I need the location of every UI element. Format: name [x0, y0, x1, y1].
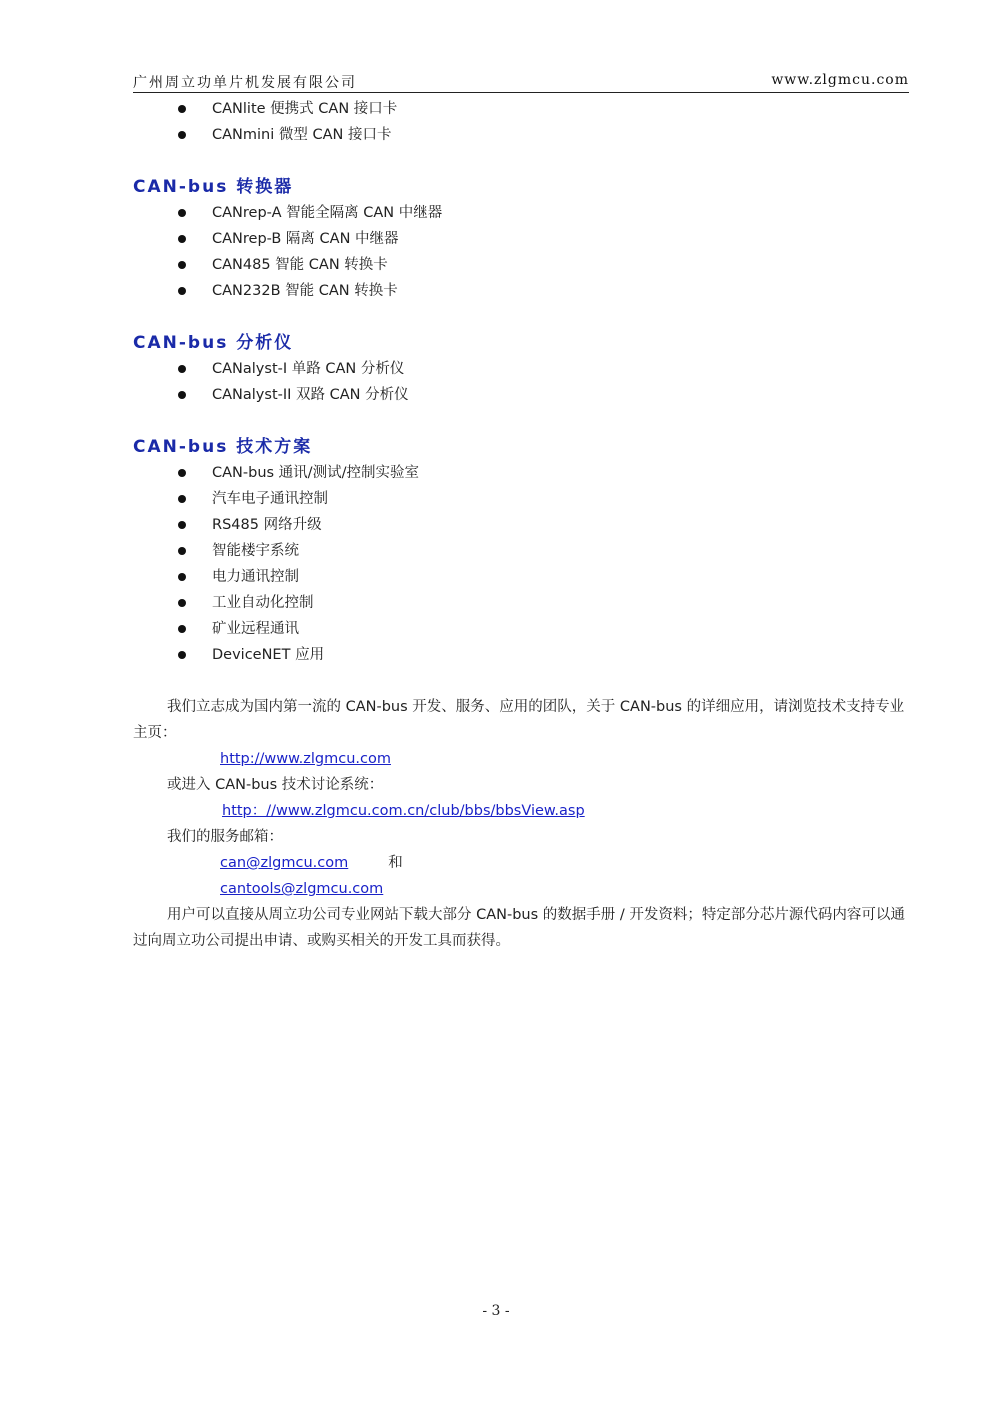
bullet-icon [178, 105, 186, 113]
closing-paragraph: 用户可以直接从周立功公司专业网站下载大部分 CAN-bus 的数据手册 / 开发资料；特定部分芯片源代码内容可以通过向周立功公司提出申请、或购买相关的开发工具而获得。 [133, 907, 905, 949]
list-item: CANalyst-II 双路 CAN 分析仪 [133, 382, 909, 408]
list-item: 汽车电子通讯控制 [133, 486, 909, 512]
spacer [133, 304, 909, 330]
spacer [133, 148, 909, 174]
bullet-icon [178, 391, 186, 399]
bullet-icon [178, 547, 186, 555]
homepage-line [133, 746, 909, 772]
bullet-icon [178, 365, 186, 373]
bullet-icon [178, 261, 186, 269]
list-item: 电力通讯控制 [133, 564, 909, 590]
company-name: 广州周立功单片机发展有限公司 [133, 75, 357, 91]
forum-label: 或进入 CAN-bus 技术讨论系统： [167, 777, 384, 793]
forum-line [133, 798, 909, 824]
section-title-analyzer: CAN-bus 分析仪 [133, 333, 294, 353]
analyzer-list [133, 356, 909, 408]
list-item: CANrep-A 智能全隔离 CAN 中继器 [133, 200, 909, 226]
email-label: 我们的服务邮箱： [167, 829, 283, 845]
top-product-list [133, 96, 909, 148]
bullet-icon [178, 599, 186, 607]
bullet-icon [178, 495, 186, 503]
list-item: CANalyst-I 单路 CAN 分析仪 [133, 356, 909, 382]
converter-list [133, 200, 909, 304]
homepage-link[interactable]: http://www.zlgmcu.com [220, 751, 391, 767]
bullet-icon [178, 651, 186, 659]
list-item: CAN232B 智能 CAN 转换卡 [133, 278, 909, 304]
list-item: CANrep-B 隔离 CAN 中继器 [133, 226, 909, 252]
bullet-icon [178, 209, 186, 217]
list-item: CANlite 便携式 CAN 接口卡 [133, 96, 909, 122]
email-line-2 [133, 876, 909, 902]
page-header [133, 70, 909, 93]
list-item: CAN485 智能 CAN 转换卡 [133, 252, 909, 278]
solutions-list [133, 460, 909, 668]
list-item: 工业自动化控制 [133, 590, 909, 616]
bullet-icon [178, 131, 186, 139]
section-title-solutions: CAN-bus 技术方案 [133, 437, 313, 457]
page-number: - 3 - [482, 1303, 510, 1319]
page-content [133, 96, 909, 954]
bullet-icon [178, 573, 186, 581]
email-line-1 [133, 850, 909, 876]
list-item: CAN-bus 通讯/测试/控制实验室 [133, 460, 909, 486]
list-item: 智能楼宇系统 [133, 538, 909, 564]
bullet-icon [178, 235, 186, 243]
header-website: www.zlgmcu.com [771, 72, 909, 88]
section-title-converter: CAN-bus 转换器 [133, 177, 294, 197]
list-item: 矿业远程通讯 [133, 616, 909, 642]
list-item: RS485 网络升级 [133, 512, 909, 538]
email-link-can[interactable]: can@zlgmcu.com [220, 855, 349, 871]
forum-link[interactable]: http：//www.zlgmcu.com.cn/club/bbs/bbsView.asp [222, 803, 585, 819]
intro-paragraph: 我们立志成为国内第一流的 CAN-bus 开发、服务、应用的团队，关于 CAN-bus 的详细应用，请浏览技术支持专业主页： [133, 699, 905, 741]
email-link-cantools[interactable]: cantools@zlgmcu.com [220, 881, 384, 897]
spacer [133, 668, 909, 694]
list-item: DeviceNET 应用 [133, 642, 909, 668]
spacer [133, 408, 909, 434]
and-text: 和 [388, 855, 403, 871]
bullet-icon [178, 287, 186, 295]
list-item: CANmini 微型 CAN 接口卡 [133, 122, 909, 148]
bullet-icon [178, 625, 186, 633]
bullet-icon [178, 521, 186, 529]
bullet-icon [178, 469, 186, 477]
